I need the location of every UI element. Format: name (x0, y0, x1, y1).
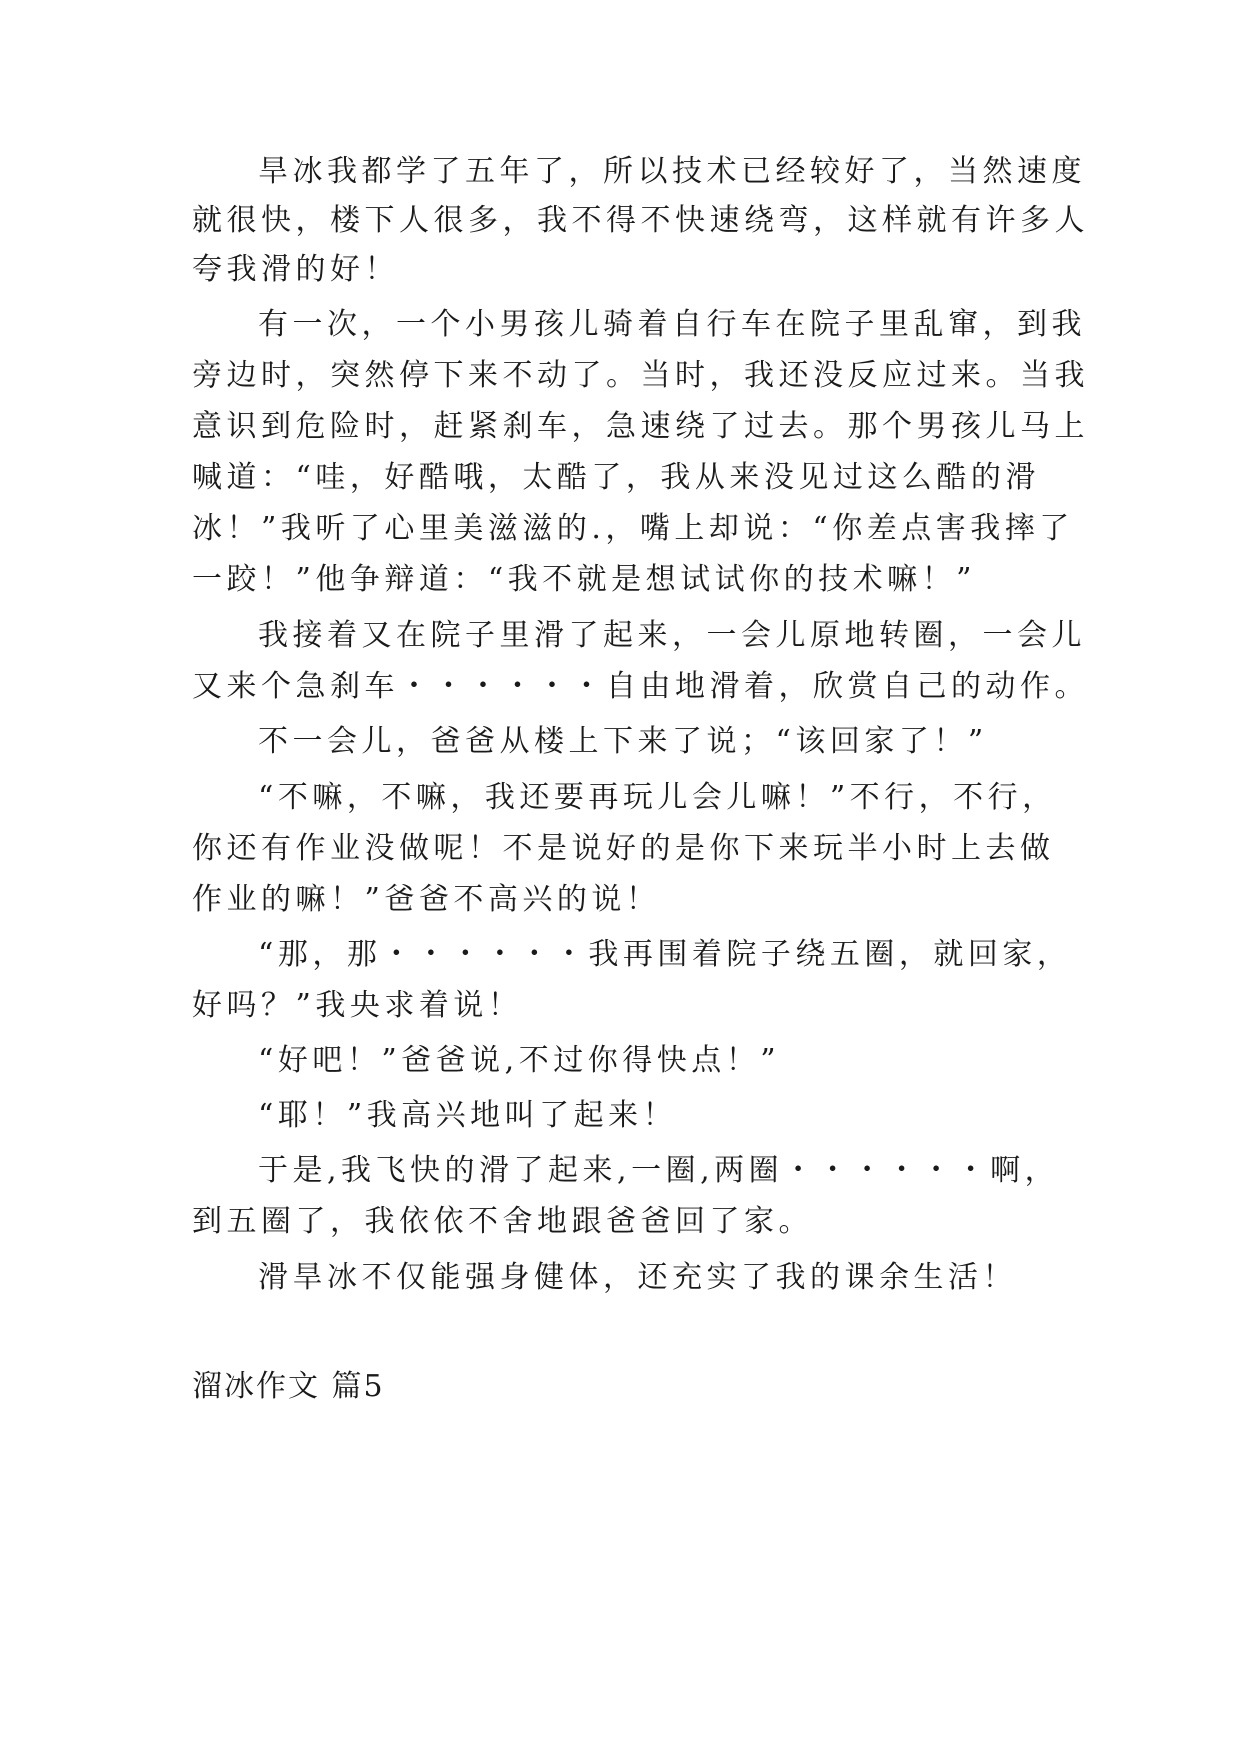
text-line: 一跤！”他争辩道：“我不就是想试试你的技术嘛！” (192, 562, 977, 597)
text-line: 有一次，一个小男孩儿骑着自行车在院子里乱窜，到我 (258, 307, 1086, 342)
section-heading: 溜冰作文 篇5 (192, 1369, 385, 1404)
text-line: “不嘛，不嘛，我还要再玩儿会儿嘛！”不行，不行， (258, 780, 1057, 815)
text-line: 到五圈了，我依依不舍地跟爸爸回了家。 (192, 1204, 813, 1239)
text-line: 冰！”我听了心里美滋滋的.，嘴上却说：“你差点害我摔了 (192, 511, 1074, 546)
text-line: 作业的嘛！”爸爸不高兴的说！ (192, 882, 661, 917)
text-line: “好吧！”爸爸说,不过你得快点！” (258, 1043, 781, 1078)
text-line: 意识到危险时，赶紧刹车，急速绕了过去。那个男孩儿马上 (192, 409, 1089, 444)
text-line: 好吗？”我央求着说！ (192, 988, 523, 1023)
text-line: 喊道：“哇，好酷哦，太酷了，我从来没见过这么酷的滑 (192, 460, 1040, 495)
text-line: “那，那・・・・・・我再围着院子绕五圈，就回家， (258, 937, 1072, 972)
text-line: 旁边时，突然停下来不动了。当时，我还没反应过来。当我 (192, 358, 1089, 393)
text-line: 旱冰我都学了五年了，所以技术已经较好了，当然速度 (258, 154, 1086, 189)
text-line: 就很快，楼下人很多，我不得不快速绕弯，这样就有许多人 (192, 203, 1089, 238)
text-line: 我接着又在院子里滑了起来，一会儿原地转圈，一会儿 (258, 618, 1086, 653)
text-line: 于是,我飞快的滑了起来,一圈,两圈・・・・・・啊， (258, 1153, 1060, 1188)
text-line: 不一会儿，爸爸从楼上下来了说；“该回家了！” (258, 724, 988, 759)
text-line: 滑旱冰不仅能强身健体，还充实了我的课余生活！ (258, 1260, 1017, 1295)
text-line: 你还有作业没做呢！不是说好的是你下来玩半小时上去做 (192, 831, 1055, 866)
text-line: 又来个急刹车・・・・・・自由地滑着，欣赏自己的动作。 (192, 669, 1089, 704)
text-line: 夸我滑的好！ (192, 252, 399, 287)
text-line: “耶！”我高兴地叫了起来！ (258, 1098, 678, 1133)
